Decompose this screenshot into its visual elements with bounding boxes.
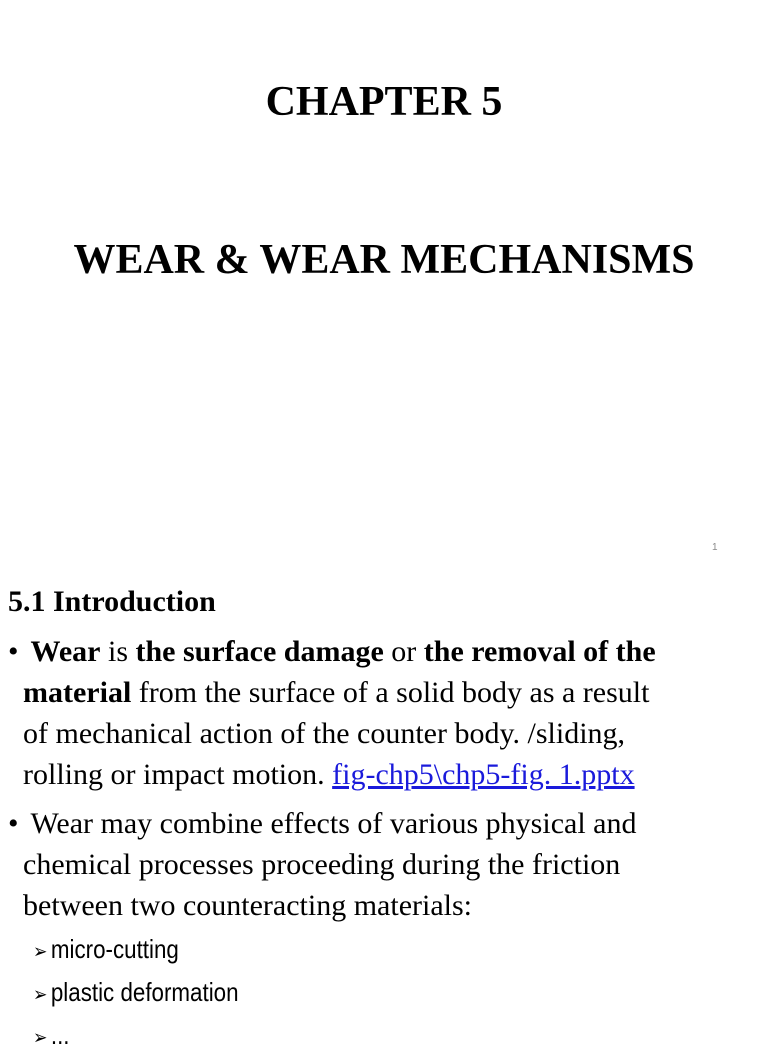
- bullet-text: [23, 803, 760, 926]
- introduction-slide: [0, 570, 768, 1050]
- arrow-bullet-icon: ➢: [33, 1025, 48, 1049]
- text-line: Wear may combine effects of various physical and: [30, 807, 637, 840]
- sub-item-label: plastic deformation: [50, 977, 239, 1007]
- sub-item-cutoff: [33, 1019, 69, 1053]
- term-surface-damage: the surface damage: [135, 635, 384, 668]
- page-number: 1: [712, 542, 718, 553]
- chapter-title: CHAPTER 5: [265, 79, 503, 125]
- arrow-bullet-icon: ➢: [33, 982, 48, 1006]
- bullet-line: [23, 754, 760, 795]
- text-or: or: [383, 635, 424, 668]
- bullet-line: of mechanical action of the counter body. /sliding,: [23, 717, 626, 750]
- term-material: material: [23, 676, 132, 709]
- sub-item-label: micro-cutting: [50, 934, 179, 964]
- bullet-text: [23, 631, 760, 795]
- chapter-subtitle: WEAR & WEAR MECHANISMS: [73, 237, 695, 283]
- bullet-line: chemical processes proceeding during the friction: [23, 848, 621, 881]
- sub-item-plastic-deformation: [33, 976, 239, 1010]
- bullet-line: [23, 631, 760, 672]
- bullet-icon: •: [8, 635, 19, 668]
- text-is: is: [100, 635, 136, 668]
- text-rolling: rolling or impact motion.: [23, 758, 333, 791]
- bullet-line: between two counteracting materials:: [23, 889, 472, 922]
- term-removal: the removal of the: [423, 635, 656, 668]
- text-from-surface: from the surface of a solid body as a result: [131, 676, 650, 709]
- term-wear: Wear: [30, 635, 101, 668]
- sub-item-label: ...: [50, 1020, 70, 1050]
- section-heading: 5.1 Introduction: [8, 585, 216, 618]
- sub-item-micro-cutting: [33, 933, 179, 967]
- bullet-line: [23, 803, 760, 844]
- arrow-bullet-icon: ➢: [33, 939, 48, 963]
- bullet-icon: •: [8, 807, 19, 840]
- bullet-wear-definition: [8, 631, 760, 795]
- bullet-wear-processes: [8, 803, 760, 926]
- bullet-line: [23, 672, 760, 713]
- figure-link[interactable]: fig-chp5\chp5-fig. 1.pptx: [332, 758, 635, 791]
